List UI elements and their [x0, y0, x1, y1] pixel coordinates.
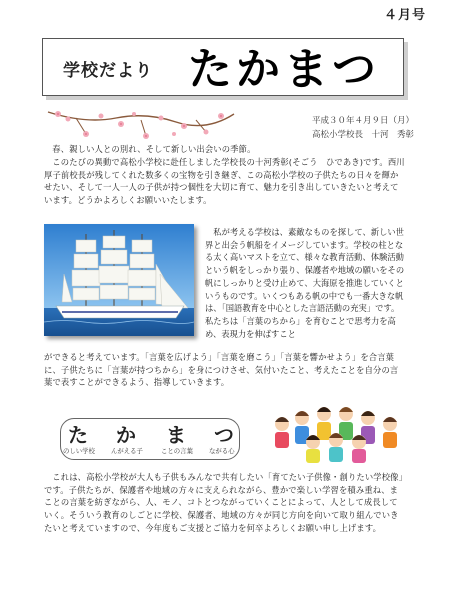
- acrostic-motto: [60, 418, 240, 460]
- vision-paragraph: 私が考える学校は、素敵なものを探して、新しい世界と出会う帆船をイメージしています。学校の柱となる太く高いマストを立て、様々な教育活動、体験活動という帆をしっかり張り、保護者や地域の願いをその帆にしっかりと受け止めて、大海原を推進していくというものです。いくつもある帆の中でも一番大きな帆は、「国語教育を中心とした言語活動の充実」です。私たちは「言葉のちから」を育むことで思考力を高め、表現力を伸ばすこと: [205, 227, 405, 339]
- closing-paragraph: これは、高松小学校が大人も子供もみんなで共有したい「育てたい子供像・創りたい学校像」です。子供たちが、保護者や地域の方々に支えられながら、豊かで楽しい学習を積み重ね、まことの言葉を紡ぎながら、人、モノ、コトとつながっていくことによって、人として成長していく。そういう教育のしごとに学校、保護者、地域の方々が同じ方向を向いて取り組んでいきたいと考えていますので、今年度もご支援とご協力を何卒よろしくお願い申し上げます。: [44, 472, 403, 533]
- acrostic-letter: か: [116, 423, 136, 447]
- acrostic-word: んがえる子: [111, 447, 143, 455]
- acrostic-letter: ま: [166, 423, 186, 447]
- acrostic-letter: た: [68, 423, 88, 447]
- newsletter-name: たかまつ: [188, 44, 380, 95]
- greeting-line: 春、親しい人との別れ、そして新しい出会いの季節。: [52, 144, 256, 154]
- acrostic-word: ことの言葉: [161, 447, 193, 455]
- acrostic-letter: つ: [214, 423, 234, 447]
- sailing-ship-photo: [44, 224, 194, 336]
- acrostic-word: ながる心: [209, 447, 235, 455]
- issue-date: 平成３０年４月９日（月）: [311, 116, 414, 126]
- language-paragraph: ができると考えています。「言葉を広げよう」「言葉を磨こう」「言葉を響かせよう」を合言葉に、子供たちに「言葉が持つちから」を身につけさせ、気付いたこと、考えたことを自分の言葉で表すことができるよう、指導していきます。: [44, 352, 399, 388]
- title-label: 学校だより: [63, 61, 153, 81]
- author: 高松小学校長 十河 秀彰: [311, 130, 414, 140]
- acrostic-word: のしい学校: [63, 447, 95, 455]
- children-group-illustration-icon: [268, 402, 404, 464]
- cherry-blossom-branch-icon: [46, 106, 236, 144]
- issue-number: ４月号: [383, 8, 426, 23]
- intro-paragraph: このたびの異動で高松小学校に赴任しました学校長の十河秀彰(そごう ひであき)です。西川厚子前校長が残してくれた数多くの宝物を引き継ぎ、この高松小学校の子供たちの日々を輝かせたい、そして一人一人の子供が持つ個性を大切に育て、魅力を引き出していきたいと考えています。どうかよろしくお願いいたします。: [44, 157, 405, 206]
- title-banner: [42, 38, 404, 96]
